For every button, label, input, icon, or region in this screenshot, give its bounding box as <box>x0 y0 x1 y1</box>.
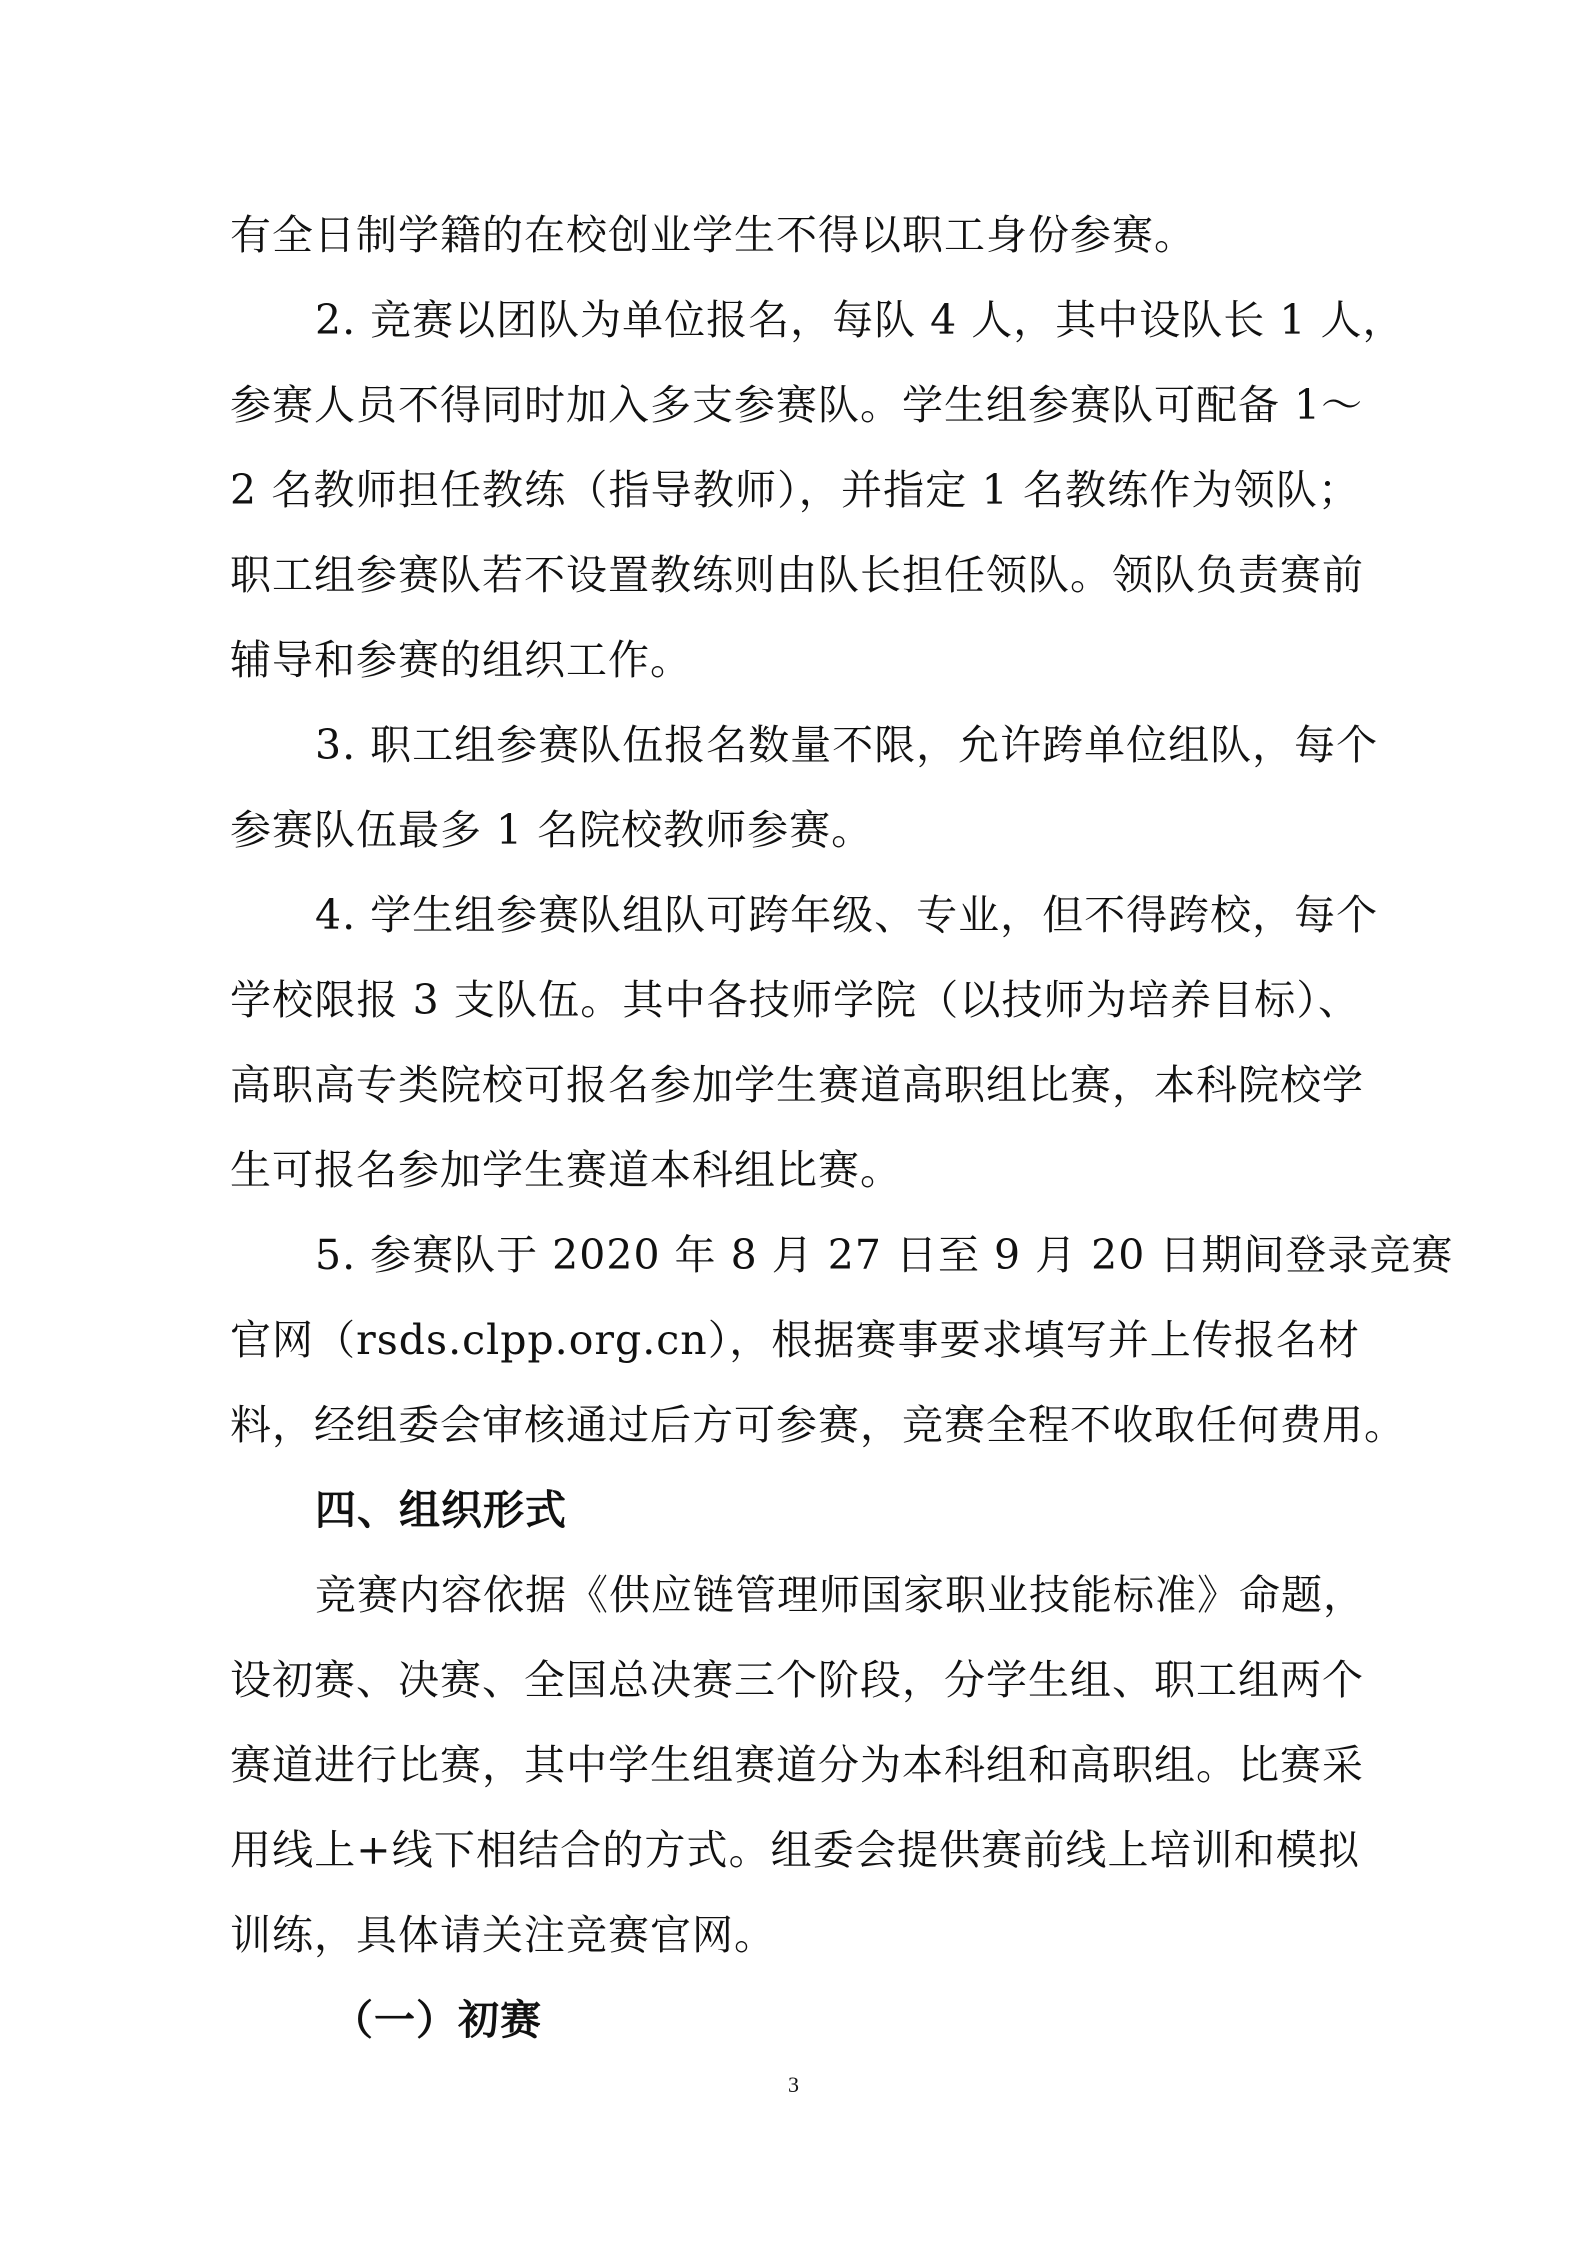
paragraph-line: 设初赛、决赛、全国总决赛三个阶段，分学生组、职工组两个 <box>230 1656 1364 1704</box>
paragraph-line: 官网（rsds.clpp.org.cn），根据赛事要求填写并上传报名材 <box>230 1316 1360 1364</box>
section-heading: 四、组织形式 <box>315 1486 567 1534</box>
paragraph-line: 有全日制学籍的在校创业学生不得以职工身份参赛。 <box>230 211 1196 259</box>
subsection-heading: （一）初赛 <box>332 1996 542 2044</box>
paragraph-line: 生可报名参加学生赛道本科组比赛。 <box>230 1146 902 1194</box>
paragraph-line: 3. 职工组参赛队伍报名数量不限，允许跨单位组队，每个 <box>315 721 1379 769</box>
paragraph-line: 用线上+线下相结合的方式。组委会提供赛前线上培训和模拟 <box>230 1826 1360 1874</box>
paragraph-line: 2. 竞赛以团队为单位报名，每队 4 人，其中设队长 1 人， <box>315 296 1405 344</box>
paragraph-line: 参赛人员不得同时加入多支参赛队。学生组参赛队可配备 1～ <box>230 381 1364 429</box>
paragraph-line: 料，经组委会审核通过后方可参赛，竞赛全程不收取任何费用。 <box>230 1401 1406 1449</box>
paragraph-line: 高职高专类院校可报名参加学生赛道高职组比赛，本科院校学 <box>230 1061 1364 1109</box>
paragraph-line: 2 名教师担任教练（指导教师），并指定 1 名教练作为领队； <box>230 466 1360 514</box>
paragraph-line: 学校限报 3 支队伍。其中各技师学院（以技师为培养目标）、 <box>230 976 1360 1024</box>
paragraph-line: 职工组参赛队若不设置教练则由队长担任领队。领队负责赛前 <box>230 551 1364 599</box>
paragraph-line: 辅导和参赛的组织工作。 <box>230 636 692 684</box>
paragraph-line: 竞赛内容依据《供应链管理师国家职业技能标准》命题， <box>315 1571 1365 1619</box>
paragraph-line: 参赛队伍最多 1 名院校教师参赛。 <box>230 806 874 854</box>
page-number: 3 <box>788 2072 799 2097</box>
paragraph-line: 训练，具体请关注竞赛官网。 <box>230 1911 776 1959</box>
paragraph-line: 赛道进行比赛，其中学生组赛道分为本科组和高职组。比赛采 <box>230 1741 1364 1789</box>
paragraph-line: 5. 参赛队于 2020 年 8 月 27 日至 9 月 20 日期间登录竞赛 <box>315 1231 1454 1279</box>
paragraph-line: 4. 学生组参赛队组队可跨年级、专业，但不得跨校，每个 <box>315 891 1379 939</box>
